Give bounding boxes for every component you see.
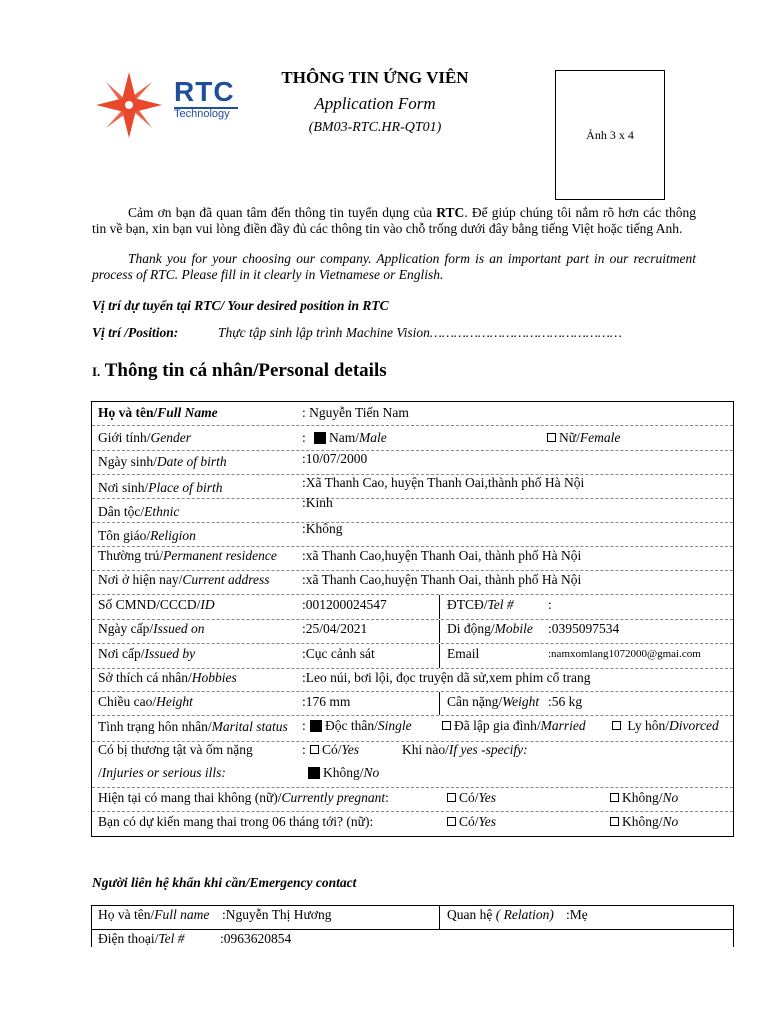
- label-issued-on: Ngày cấp/Issued on: [98, 621, 205, 636]
- label-plan-pregnant: Bạn có dự kiến mang thai trong 06 tháng tới? (nữ):: [98, 814, 374, 829]
- field-full-name[interactable]: : Nguyễn Tiến Nam: [302, 405, 409, 420]
- field-emergency-name[interactable]: :Nguyễn Thị Hương: [222, 907, 332, 922]
- label-tel: ĐTCĐ/Tel #: [447, 597, 514, 612]
- label-marital-status: Tình trạng hôn nhân/Marital status: [98, 719, 288, 734]
- checkbox-icon: [447, 817, 456, 826]
- field-email[interactable]: :namxomlang1072000@gmai.com: [548, 648, 701, 660]
- label-id: Số CMND/CCCD/ID: [98, 597, 215, 612]
- row-height: [92, 692, 733, 716]
- row-full-name: [92, 402, 733, 426]
- field-height[interactable]: :176 mm: [302, 694, 351, 709]
- plan-pregnant-yes-option[interactable]: Có/Yes: [447, 812, 496, 832]
- field-pob[interactable]: :Xã Thanh Cao, huyện Thanh Oai,thành phố Hà Nội: [302, 475, 585, 490]
- label-dob: Ngày sinh/Date of birth: [98, 454, 227, 469]
- row-id: [92, 595, 733, 620]
- label-mobile: Di động/Mobile: [447, 621, 533, 636]
- row-plan-pregnant: [92, 812, 733, 836]
- checkbox-icon: [447, 793, 456, 802]
- plan-pregnant-no-option[interactable]: Không/No: [610, 812, 678, 832]
- injuries-yes-option[interactable]: Có/Yes: [310, 740, 359, 760]
- field-id[interactable]: :001200024547: [302, 597, 387, 612]
- field-hobbies[interactable]: :Leo núi, bơi lội, đọc truyện dã sử,xem phim cổ trang: [302, 670, 591, 685]
- label-injuries: Có bị thương tật và ốm nặng: [98, 742, 253, 757]
- form-subtitle: Application Form: [314, 94, 436, 113]
- field-religion[interactable]: :Không: [302, 521, 343, 536]
- marital-sep: :: [302, 718, 306, 733]
- row-religion: [92, 523, 733, 547]
- column-divider: [439, 620, 440, 643]
- field-relation[interactable]: :Mẹ: [566, 907, 588, 922]
- marital-divorced-option[interactable]: Ly hôn/Divorced: [612, 716, 719, 736]
- field-mobile[interactable]: :0395097534: [548, 621, 620, 636]
- column-divider: [439, 692, 440, 715]
- row-current-address: [92, 571, 733, 595]
- label-injuries-en: /Injuries or serious ills:: [98, 765, 226, 780]
- row-pregnant: [92, 788, 733, 812]
- row-issued-on: [92, 620, 733, 644]
- label-gender: Giới tính/Gender: [98, 430, 192, 445]
- column-divider: [439, 644, 440, 668]
- label-emergency-tel: Điện thoại/Tel #: [98, 931, 185, 946]
- checkbox-icon: [310, 745, 319, 754]
- photo-box[interactable]: [555, 70, 665, 200]
- field-tel[interactable]: :: [548, 597, 552, 612]
- injuries-sep: :: [302, 742, 306, 757]
- field-issued-on[interactable]: :25/04/2021: [302, 621, 368, 636]
- marital-single-option[interactable]: Độc thân/Single: [310, 716, 412, 736]
- row-injuries: [92, 742, 733, 788]
- emergency-contact-table: [91, 905, 734, 947]
- field-dob[interactable]: :10/07/2000: [302, 451, 368, 466]
- row-permanent-residence: [92, 547, 733, 571]
- gender-sep: :: [302, 430, 306, 445]
- form-code: (BM03-RTC.HR-QT01): [308, 120, 442, 135]
- logo-text: RTC: [174, 76, 235, 107]
- label-pob: Nơi sinh/Place of birth: [98, 480, 223, 495]
- row-ethnic: [92, 495, 733, 523]
- label-current-address: Nơi ở hiện nay/Current address: [98, 572, 270, 587]
- checkbox-icon: [547, 433, 556, 442]
- gender-female-option[interactable]: Nữ/Female: [547, 428, 620, 448]
- field-issued-by[interactable]: :Cục cảnh sát: [302, 646, 375, 661]
- row-dob: [92, 451, 733, 475]
- label-ethnic: Dân tộc/Ethnic: [98, 504, 180, 519]
- pregnant-no-option[interactable]: Không/No: [610, 788, 678, 808]
- intro-paragraph-vi: Cảm ơn bạn đã quan tâm đến thông tin tuyển dụng của RTC. Để giúp chúng tôi nắm rõ hơn các thông tin về bạn, xin bạn vui lòng điền đầy đủ các thông tin vào chỗ trống dưới đây bằng tiếng Việt hoặc tiếng Anh.: [92, 205, 696, 236]
- position-label: Vị trí /Position:: [92, 325, 179, 340]
- logo-subtext: Technology: [174, 108, 230, 120]
- section-heading-personal: I. Thông tin cá nhân/Personal details: [92, 360, 387, 381]
- row-marital-status: [92, 716, 733, 742]
- column-divider: [439, 595, 440, 619]
- label-height: Chiều cao/Height: [98, 694, 193, 709]
- field-current-address[interactable]: :xã Thanh Cao,huyện Thanh Oai, thành phố Hà Nội: [302, 572, 582, 587]
- gender-male-option[interactable]: Nam/Male: [314, 428, 387, 448]
- label-religion: Tôn giáo/Religion: [98, 528, 196, 543]
- label-hobbies: Sở thích cá nhân/Hobbies: [98, 670, 237, 685]
- checkbox-checked-icon: [308, 767, 320, 779]
- marital-married-option[interactable]: Đã lập gia đình/Married: [442, 716, 586, 736]
- checkbox-checked-icon: [314, 432, 326, 444]
- checkbox-icon: [610, 793, 619, 802]
- row-hobbies: [92, 669, 733, 692]
- row-pob: [92, 475, 733, 499]
- label-emergency-name: Họ và tên/Full name: [98, 907, 210, 922]
- form-title: THÔNG TIN ỨNG VIÊN: [281, 68, 469, 87]
- injuries-specify-label: Khi nào/If yes -specify:: [402, 742, 528, 757]
- photo-label: Ảnh 3 x 4: [586, 127, 634, 142]
- pregnant-yes-option[interactable]: Có/Yes: [447, 788, 496, 808]
- position-field[interactable]: Thực tập sinh lập trình Machine Vision…………………………………………: [218, 325, 622, 340]
- label-full-name: Họ và tên/Full Name: [98, 405, 218, 420]
- emergency-contact-heading: Người liên hệ khẩn khi cần/Emergency contact: [92, 875, 357, 890]
- field-ethnic[interactable]: :Kinh: [302, 495, 333, 510]
- personal-details-table: [91, 401, 734, 837]
- field-emergency-tel[interactable]: :0963620854: [220, 931, 292, 946]
- field-permanent-residence[interactable]: :xã Thanh Cao,huyện Thanh Oai, thành phố Hà Nội: [302, 548, 582, 563]
- checkbox-icon: [442, 721, 451, 730]
- label-permanent-residence: Thường trú/Permanent residence: [98, 548, 277, 563]
- checkbox-icon: [612, 721, 621, 730]
- label-issued-by: Nơi cấp/Issued by: [98, 646, 196, 661]
- row-emergency-tel: [92, 930, 733, 948]
- row-emergency-name: [92, 906, 733, 930]
- intro-paragraph-en: Thank you for your choosing our company. Application form is an important part in our recruitment process of RTC. Please fill in it clearly in Vietnamese or English.: [92, 251, 696, 282]
- column-divider: [439, 906, 440, 929]
- checkbox-checked-icon: [310, 720, 322, 732]
- field-weight[interactable]: :56 kg: [548, 694, 583, 709]
- label-relation: Quan hệ ( Relation): [447, 907, 554, 922]
- label-pregnant: Hiện tại có mang thai không (nữ)/Currently pregnant:: [98, 790, 389, 805]
- position-heading: Vị trí dự tuyển tại RTC/ Your desired position in RTC: [92, 298, 389, 313]
- label-weight: Cân nặng/Weight: [447, 694, 540, 709]
- injuries-no-option[interactable]: Không/No: [308, 763, 379, 783]
- row-issued-by: [92, 644, 733, 669]
- label-email: Email: [447, 646, 480, 661]
- row-gender: [92, 426, 733, 451]
- checkbox-icon: [610, 817, 619, 826]
